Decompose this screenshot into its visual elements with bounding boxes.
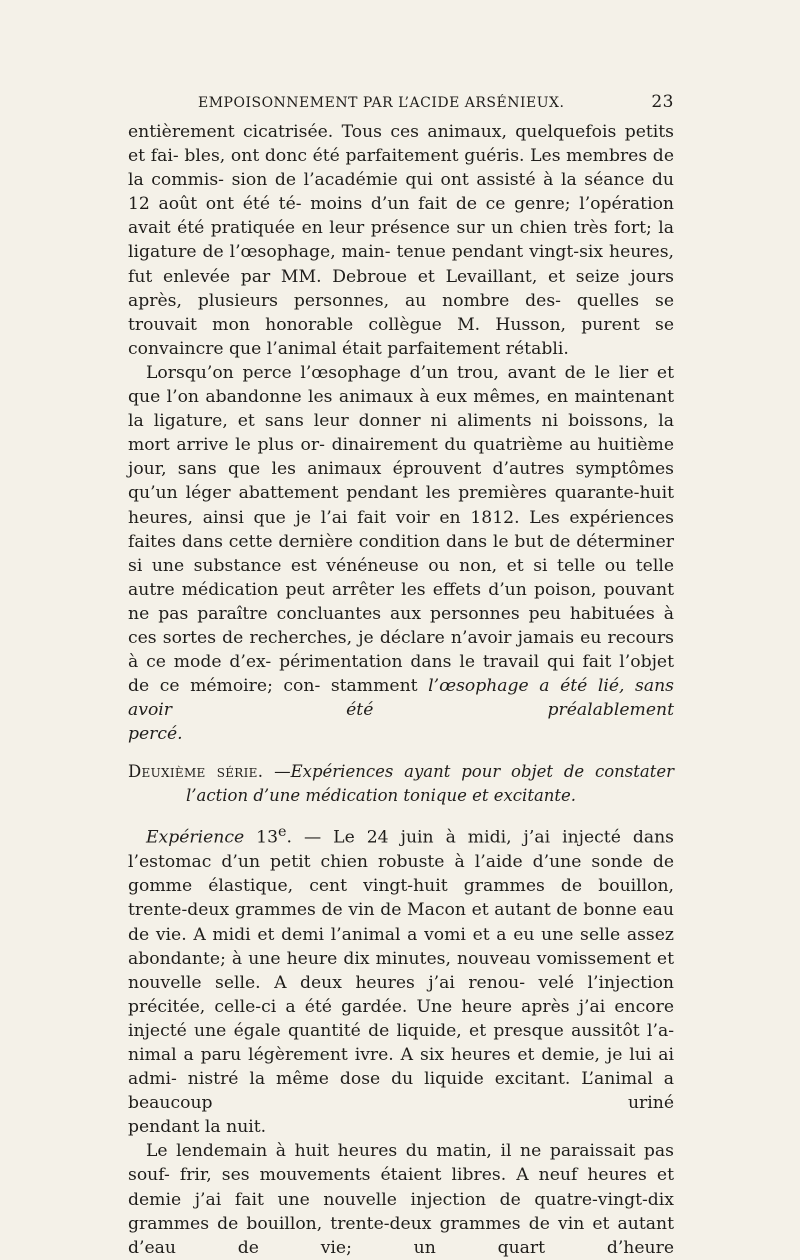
text-line: nimal a paru légèrement ivre. A six heures et demie, je lui ai admi- — [128, 1045, 674, 1090]
text-line: encore injecté une égale quantité de liquide, et presque aussitôt l’a- — [128, 996, 674, 1041]
text-line: présence sur un chien très fort; la ligature de l’œsophage, main- — [128, 218, 674, 263]
text-line: Le lendemain à huit heures du matin, il ne paraissait pas souf- — [128, 1141, 674, 1186]
text-line: sion de l’académie qui ont assisté à la séance du 12 août ont été té- — [128, 170, 675, 215]
text-line: stamment — [330, 676, 429, 697]
text-line: convaincre que l’animal était parfaitement rétabli. — [128, 338, 569, 359]
text-line: premières quarante-huit heures, ainsi que je l’ai fait voir en 1812. — [128, 483, 674, 528]
paragraph-2 — [128, 361, 674, 722]
text-line: Les expériences faites dans cette dernière condition dans le but de — [128, 507, 674, 552]
page-number: 23 — [651, 92, 674, 112]
text-line: Lorsqu’on perce l’œsophage d’un trou, avant de le lier et que l’on — [128, 362, 674, 408]
section-label: Deuxième série. — [128, 762, 264, 782]
body-text — [128, 120, 674, 1260]
experiment-paragraph-2 — [128, 1139, 674, 1259]
text-line: périmentation dans le travail qui fait l’objet de ce mémoire; con- — [128, 652, 675, 697]
paragraph-1 — [128, 120, 674, 337]
text-line: dinairement du quatrième au huitième jour, sans que les animaux — [128, 435, 675, 480]
text-line: une nouvelle injection de quatre-vingt-dix grammes de bouillon, — [128, 1189, 674, 1234]
text-line: telle autre médication peut arrêter les effets d’un poison, pouvant — [128, 555, 674, 600]
experiment-label: Expérience — [146, 828, 245, 849]
paragraph-1-end — [128, 337, 674, 361]
running-head — [128, 92, 674, 120]
text-line: moins d’un fait de ce genre; l’opération avait été pratiquée en leur — [128, 194, 674, 239]
section-heading — [128, 760, 674, 808]
italic-emphasis: percé. — [128, 724, 183, 745]
text-line: entièrement cicatrisée. Tous ces animaux, quelquefois petits et fai- — [128, 122, 674, 167]
text-line: trente-deux grammes de vin et autant d’eau de vie; un quart d’heure — [128, 1213, 674, 1258]
text-line: vomi et a eu une selle assez abondante; à une heure dix minutes, — [128, 924, 674, 969]
italic-emphasis: l’œsophage a été lié, sans avoir été préalablement — [128, 676, 675, 721]
paragraph-2-end — [128, 722, 674, 746]
book-page — [128, 92, 674, 1260]
text-line: frir, ses mouvements étaient libres. A neuf heures et demie j’ai fait — [128, 1165, 674, 1210]
text-line: quelles se trouvait mon honorable collègue M. Husson, purent se — [128, 290, 674, 335]
text-line: déterminer si une substance est vénéneuse ou non, et si telle ou — [128, 531, 674, 576]
experiment-number: 13 — [256, 828, 279, 849]
text-line: bles, ont donc été parfaitement guéris. Les membres de la commis- — [128, 146, 674, 191]
text-line: nouveau vomissement et nouvelle selle. A deux heures j’ai renou- — [128, 948, 674, 993]
text-line: nistré la même dose du liquide excitant. L’animal a beaucoup uriné — [128, 1069, 674, 1114]
text-line: abandonne les animaux à eux mêmes, en maintenant la ligature, et — [128, 387, 674, 432]
spacer — [128, 808, 674, 820]
text-line: pendant la nuit. — [128, 1117, 267, 1138]
text-line: de Macon et autant de bonne eau de vie. A midi et demi l’animal a — [128, 900, 674, 945]
experiment-number-sup: e — [278, 824, 287, 841]
text-line: tenue pendant vingt-six heures, fut enlevée par MM. Debroue et — [128, 242, 675, 287]
text-line: velé l’injection précitée, celle-ci a été gardée. Une heure après j’ai — [128, 972, 674, 1017]
text-line: d’un petit chien robuste à l’aide d’une sonde de gomme élastique, — [128, 852, 674, 897]
text-line: cent vingt-huit grammes de bouillon, trente-deux grammes de vin — [128, 876, 675, 921]
section-title: Expériences ayant pour objet de constater — [290, 762, 675, 782]
section-heading-line-2: l’action d’une médication tonique et excitante. — [186, 786, 577, 806]
text-line: de recherches, je déclare n’avoir jamais eu recours à ce mode d’ex- — [128, 627, 674, 673]
experiment-paragraph-1 — [128, 820, 674, 1115]
text-line: sans leur donner ni aliments ni boissons, la mort arrive le plus or- — [128, 411, 674, 456]
text-line: . — Le 24 juin à midi, j’ai injecté dans l’estomac — [128, 828, 674, 873]
section-dash: — — [263, 762, 291, 782]
text-line: éprouvent d’autres symptômes qu’un léger abattement pendant les — [128, 459, 675, 504]
running-title: EMPOISONNEMENT PAR L’ACIDE ARSÉNIEUX. — [198, 95, 565, 111]
experiment-paragraph-1-end — [128, 1115, 674, 1139]
text-line: Levaillant, et seize jours après, plusieurs personnes, au nombre des- — [128, 266, 674, 311]
section-heading-line-1 — [128, 760, 674, 784]
text-line: ne pas paraître concluantes aux personnes peu habituées à ces sortes — [128, 603, 674, 648]
